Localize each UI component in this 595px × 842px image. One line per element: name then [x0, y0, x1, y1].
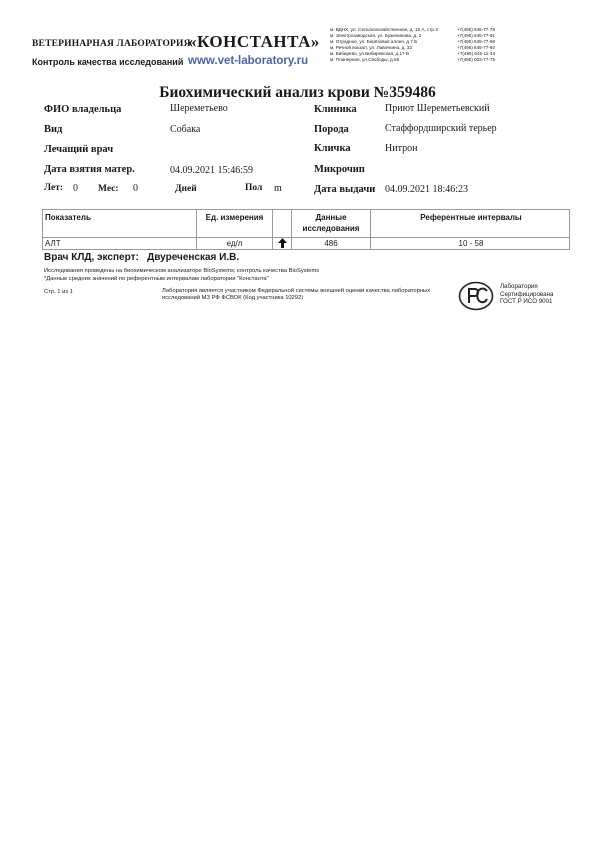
days-label: Дней [175, 184, 197, 194]
lab-name: ВЕТЕРИНАРНАЯ ЛАБОРАТОРИЯ [32, 39, 191, 49]
row-unit: ед/л [226, 239, 243, 248]
nickname-label: Кличка [314, 143, 351, 154]
row-reference: 10 - 58 [458, 239, 484, 248]
owner-value: Шереметьево [170, 103, 228, 114]
years-label: Лет: [44, 183, 64, 193]
species-label: Вид [44, 124, 63, 135]
breed-label: Порода [314, 124, 349, 135]
doctor-label: Лечащий врач [44, 144, 114, 155]
expert-name: Двуреченская И.В. [147, 252, 240, 263]
species-value: Собака [170, 124, 201, 135]
note-reference: *Данные средних значений по референтным интервалам лаборатории "Константа" [44, 276, 269, 282]
breed-value: Стаффордширский терьер [385, 123, 497, 134]
microchip-label: Микрочип [314, 164, 365, 175]
address-item: м. Электрозаводская, ул. Буженинова, д. 2 +7(495) 645-77-91 [330, 33, 495, 39]
clinic-label: Клиника [314, 104, 357, 115]
document-title: Биохимический анализ крови №359486 [159, 84, 436, 101]
header-data-line2: исследования [302, 224, 360, 233]
sex-value: m [274, 183, 282, 194]
arrow-up-icon [273, 238, 291, 250]
lab-website-link[interactable]: www.vet-laboratory.ru [188, 55, 309, 67]
nickname-value: Нитрон [385, 143, 418, 154]
sample-date-value: 04.09.2021 15:46:59 [170, 165, 254, 176]
address-item: м. Бибирево, ул.Бибиревская, д.17-Б +7(495) 645-11-34 [330, 51, 495, 57]
lab-subtitle: Контроль качества исследований [32, 57, 184, 67]
years-value: 0 [73, 183, 78, 194]
clinic-value: Приют Шереметьевский [385, 103, 490, 114]
page-number: Стр. 1 из 1 [44, 289, 73, 295]
owner-label: ФИО владельца [44, 104, 122, 115]
header-reference: Референтные интервалы [420, 213, 522, 222]
header-data-line1: Данные [315, 213, 347, 222]
months-value: 0 [133, 183, 138, 194]
row-indicator: АЛТ [45, 239, 61, 248]
months-label: Мес: [98, 184, 119, 194]
issue-date-value: 04.09.2021 18:46:23 [385, 184, 469, 195]
address-list [330, 27, 495, 64]
address-item: м. Планерная, ул.Свободы, д.65 +7(495) 003-77-75 [330, 57, 495, 63]
issue-date-label: Дата выдачи [314, 184, 376, 195]
address-item: м. ВДНХ, ул. Сельскохозяйственная, д. 16 А, стр.3 +7(495) 645-77-76 [330, 27, 495, 32]
results-table [42, 209, 570, 250]
address-item: м. Отрадное, ул. Берёзовая аллея, д.7 Б +7(495) 645-77-98 [330, 39, 495, 45]
sample-date-label: Дата взятия матер. [44, 164, 135, 175]
note-analyzer: Исследования проведены на биохимическом анализаторе BioSystems; контроль качества BioSystems [44, 268, 320, 274]
rst-cert-logo [458, 281, 494, 311]
certification-text: Лаборатория Сертифицирована ГОСТ Р ИСО 9001 [500, 283, 554, 305]
sex-label: Пол [245, 183, 263, 193]
lab-brand: «КОНСТАНТА» [188, 32, 320, 51]
header-indicator: Показатель [45, 213, 91, 222]
note-participation: Лаборатория является участником Федеральной системы внешней оценки качества лабораторных исследований МЗ РФ ФСВОК (Код участника 10292) [162, 288, 431, 302]
header-unit: Ед. измерения [205, 213, 264, 222]
row-value: 486 [324, 239, 338, 248]
expert-doctor [44, 252, 239, 263]
expert-label: Врач КЛД, эксперт: [44, 252, 139, 263]
address-item: м. Речной вокзал, ул. Лавочкина, д. 32 +7(495) 645-77-80 [330, 45, 495, 51]
